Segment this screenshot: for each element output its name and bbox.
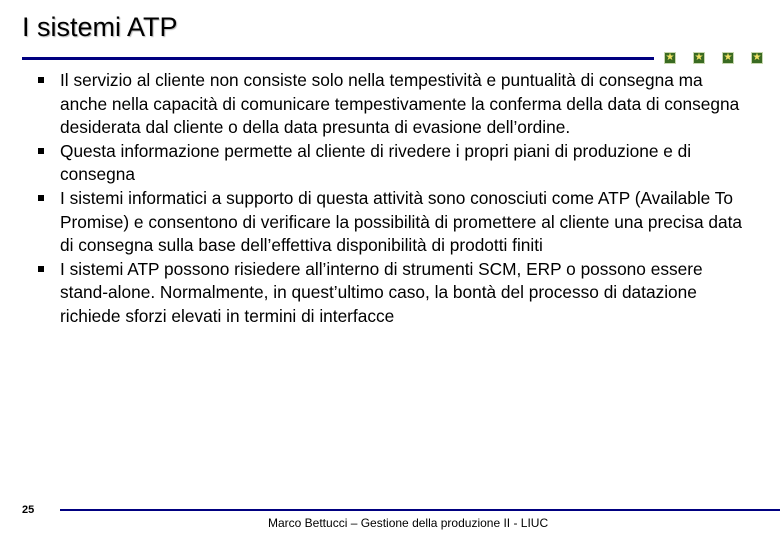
star-icon: ★: [723, 52, 733, 63]
square-bullet-icon: [38, 195, 44, 201]
bullet-item: [38, 187, 750, 258]
decorative-stars: [664, 52, 764, 66]
bullet-text: Il servizio al cliente non consiste solo nella tempestività e puntualità di consegna ma anche nella capacità di comunicare tempestivamente la conferma della data di consegna desiderata dal cliente o della data presunta di evasione dell’ordine.: [60, 70, 740, 138]
star-icon: ★: [694, 52, 704, 63]
bullet-text: I sistemi informatici a supporto di questa attività sono conosciuti come ATP (Available To Promise) e consentono di verificare la possibilità di promettere al cliente una precisa data di consegna sulla base dell’effettiva disponibilità di prodotti finiti: [60, 187, 743, 256]
star-icon: ★: [665, 52, 675, 63]
bullet-item: [38, 69, 750, 140]
footer-divider: [60, 509, 780, 511]
star-icon: ★: [752, 52, 762, 63]
page-number: 25: [22, 504, 35, 516]
square-bullet-icon: [38, 266, 44, 272]
title-divider: [22, 57, 654, 60]
bullet-text: I sistemi ATP possono risiedere all’interno di strumenti SCM, ERP o possono essere stand-alone. Normalmente, in quest’ultimo caso, la bontà del processo di datazione richiede sforzi elevati in termini di interfacce: [60, 258, 703, 326]
bullet-item: [38, 140, 750, 187]
bullet-list: [38, 69, 750, 329]
square-bullet-icon: [38, 77, 44, 83]
slide-title: I sistemi ATP: [22, 12, 178, 42]
bullet-item: [38, 258, 750, 329]
square-bullet-icon: [38, 148, 44, 154]
bullet-text: Questa informazione permette al cliente di rivedere i propri piani di produzione e di consegna: [60, 140, 692, 185]
footer-text: Marco Bettucci – Gestione della produzione II - LIUC: [268, 516, 549, 530]
